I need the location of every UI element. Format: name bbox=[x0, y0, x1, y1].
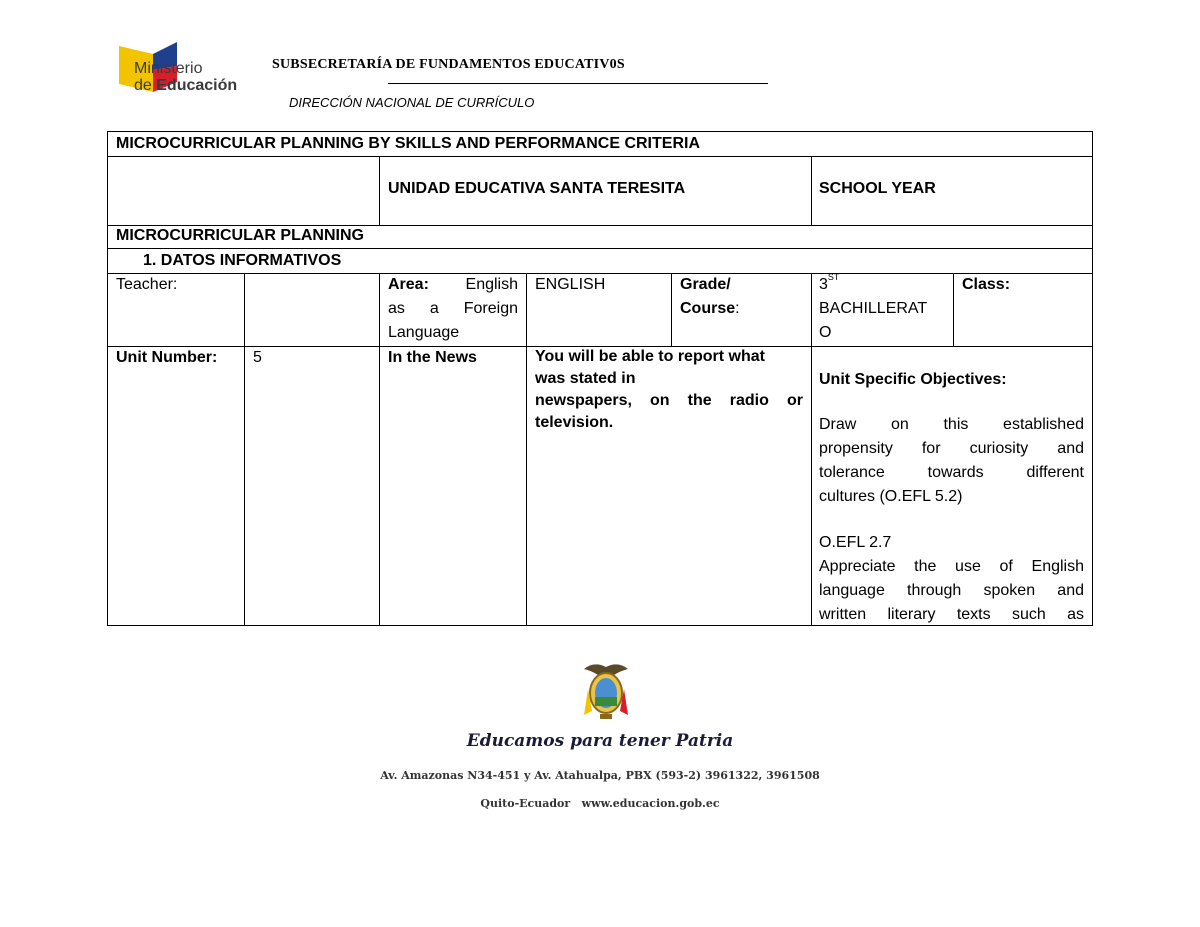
area-value-3: Language bbox=[388, 324, 460, 341]
unit-goal-3: newspapers, on the radio or bbox=[535, 392, 803, 409]
col-divider bbox=[244, 273, 245, 626]
direccion-subtitle: DIRECCIÓN NACIONAL DE CURRÍCULO bbox=[289, 95, 535, 110]
unit-goal-1: You will be able to report what bbox=[535, 348, 765, 365]
planning-heading: MICROCURRICULAR PLANNING bbox=[116, 227, 364, 244]
area-cell bbox=[388, 273, 518, 345]
objective-line: propensity for curiosity and bbox=[819, 440, 1084, 457]
col-divider bbox=[811, 273, 812, 626]
grade-value-3: O bbox=[819, 324, 832, 341]
coat-of-arms-seal bbox=[580, 659, 632, 723]
datos-informativos-heading: 1. DATOS INFORMATIVOS bbox=[143, 252, 342, 269]
objectives-text bbox=[819, 413, 1084, 627]
grade-value-cell bbox=[819, 273, 927, 345]
grade-number: 3 bbox=[819, 276, 828, 293]
area-label: Area: bbox=[388, 276, 429, 293]
objective-line: tolerance towards different bbox=[819, 464, 1084, 481]
objective-line: written literary texts such as bbox=[819, 606, 1084, 623]
col-divider bbox=[953, 273, 954, 346]
logo-line-1: Ministerio bbox=[134, 60, 203, 77]
area-value-1: English bbox=[465, 276, 518, 293]
school-year-label: SCHOOL YEAR bbox=[819, 180, 936, 197]
subject-value: ENGLISH bbox=[535, 276, 606, 293]
logo-line-2b: Educación bbox=[156, 77, 238, 94]
title-underline bbox=[388, 83, 768, 84]
unit-goal-4: television. bbox=[535, 414, 614, 431]
objective-line: Appreciate the use of English bbox=[819, 558, 1084, 575]
col-divider bbox=[671, 273, 672, 346]
table-title: MICROCURRICULAR PLANNING BY SKILLS AND PERFORMANCE CRITERIA bbox=[116, 135, 700, 152]
unit-number-value: 5 bbox=[253, 349, 262, 366]
objective-line: O.EFL 2.7 bbox=[819, 534, 892, 551]
grade-value-2: BACHILLERAT bbox=[819, 300, 928, 317]
objective-line: language through spoken and bbox=[819, 582, 1084, 599]
course-colon: : bbox=[735, 300, 740, 317]
teacher-label: Teacher: bbox=[116, 276, 178, 293]
area-value-2: as a Foreign bbox=[388, 300, 518, 317]
grade-cell bbox=[680, 273, 740, 321]
objective-line: Draw on this established bbox=[819, 416, 1084, 433]
objective-line: cultures (O.EFL 5.2) bbox=[819, 488, 963, 505]
school-name: UNIDAD EDUCATIVA SANTA TERESITA bbox=[388, 180, 686, 197]
unit-goal-2: was stated in bbox=[535, 370, 636, 387]
footer-address: Av. Amazonas N34-451 y Av. Atahualpa, PBX (593-2) 3961322, 3961508 bbox=[380, 769, 820, 782]
course-label: Course bbox=[680, 300, 736, 317]
unit-title: In the News bbox=[388, 349, 477, 366]
col-divider bbox=[379, 273, 380, 626]
footer-city-website: Quito-Ecuador www.educacion.gob.ec bbox=[480, 797, 720, 810]
objectives-label: Unit Specific Objectives: bbox=[819, 371, 1007, 388]
footer-motto: Educamos para tener Patria bbox=[466, 731, 734, 751]
class-label: Class: bbox=[962, 276, 1011, 293]
logo-line-2a: de bbox=[134, 77, 157, 94]
unit-goal bbox=[535, 346, 803, 434]
row-divider bbox=[107, 156, 1093, 157]
unit-number-label: Unit Number: bbox=[116, 349, 218, 366]
ministerio-logo-text bbox=[134, 60, 237, 94]
col-divider bbox=[379, 156, 380, 225]
grade-ordinal: ST bbox=[827, 271, 840, 282]
grade-label: Grade/ bbox=[680, 276, 731, 293]
col-divider bbox=[526, 273, 527, 626]
subsecretaria-title: SUBSECRETARÍA DE FUNDAMENTOS EDUCATIV0S bbox=[272, 57, 625, 72]
col-divider bbox=[811, 156, 812, 225]
